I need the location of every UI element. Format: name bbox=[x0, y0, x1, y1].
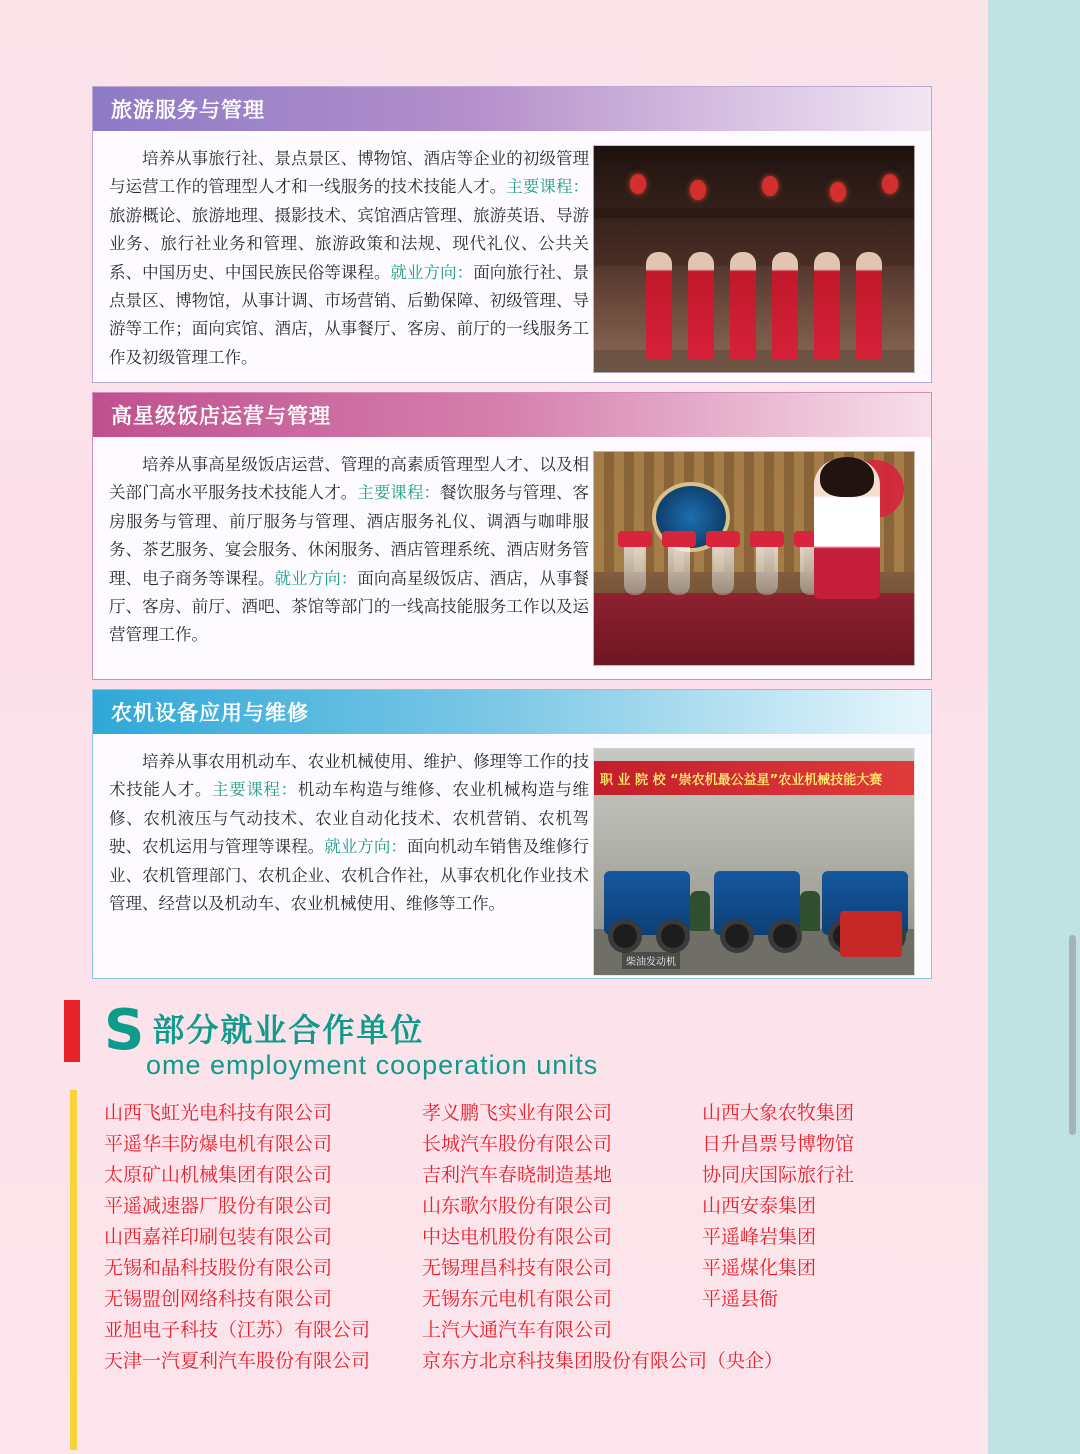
list-item: 吉利汽车春晓制造基地 bbox=[422, 1164, 613, 1186]
program-card-agri-machinery bbox=[92, 689, 932, 979]
ribbon-bow-decor bbox=[750, 531, 784, 547]
lantern-icon bbox=[830, 182, 846, 202]
list-item: 平遥煤化集团 bbox=[702, 1257, 817, 1279]
list-item: 无锡理昌科技有限公司 bbox=[422, 1257, 613, 1279]
list-item: 太原矿山机械集团有限公司 bbox=[104, 1164, 333, 1186]
list-item: 京东方北京科技集团股份有限公司（央企） bbox=[422, 1350, 784, 1372]
list-item: 平遥减速器厂股份有限公司 bbox=[104, 1195, 333, 1217]
list-item: 平遥华丰防爆电机有限公司 bbox=[104, 1133, 333, 1155]
list-item: 平遥峰岩集团 bbox=[702, 1226, 817, 1248]
agricultural-machinery-photo bbox=[593, 748, 915, 976]
list-item: 山西大象农牧集团 bbox=[702, 1102, 855, 1124]
beam-decor bbox=[594, 208, 914, 218]
performer-figure bbox=[646, 252, 672, 360]
performer-figure bbox=[772, 252, 798, 360]
employment-section-title bbox=[104, 998, 864, 1081]
title-initial-letter: S bbox=[104, 998, 147, 1063]
list-item: 天津一汽夏利汽车股份有限公司 bbox=[104, 1350, 371, 1372]
list-item: 协同庆国际旅行社 bbox=[702, 1164, 855, 1186]
tractor-wheel bbox=[608, 919, 642, 953]
tourism-service-photo bbox=[593, 145, 915, 373]
section-accent-bar-red bbox=[64, 1000, 80, 1062]
courtyard-backdrop bbox=[594, 146, 914, 266]
lantern-icon bbox=[690, 180, 706, 200]
partner-column-3 bbox=[702, 1098, 922, 1377]
program-body bbox=[93, 437, 931, 679]
list-item: 亚旭电子科技（江苏）有限公司 bbox=[104, 1319, 371, 1341]
right-side-strip bbox=[988, 0, 1080, 1454]
program-title: 旅游服务与管理 bbox=[93, 87, 931, 131]
performer-figure bbox=[814, 252, 840, 360]
lantern-icon bbox=[630, 174, 646, 194]
program-body bbox=[93, 131, 931, 382]
hotel-operation-photo bbox=[593, 451, 915, 666]
program-description: 培养从事旅行社、景点景区、博物馆、酒店等企业的初级管理与运营工作的管理型人才和一线服务的技术技能人才。主要课程：旅游概论、旅游地理、摄影技术、宾馆酒店管理、旅游英语、导游业务、旅行社业务和管理、旅游政策和法规、现代礼仪、公共关系、中国历史、中国民族民俗等课程。就业方向：面向旅行社、景点景区、博物馆，从事计调、市场营销、后勤保障、初级管理、导游等工作；面向宾馆、酒店，从事餐厅、客房、前厅的一线服务工作及初级管理工作。 bbox=[109, 149, 590, 367]
ribbon-bow-decor bbox=[706, 531, 740, 547]
list-item: 长城汽车股份有限公司 bbox=[422, 1133, 613, 1155]
student-figure bbox=[800, 891, 820, 931]
banquet-table bbox=[594, 593, 914, 665]
program-body bbox=[93, 734, 931, 978]
list-item: 中达电机股份有限公司 bbox=[422, 1226, 613, 1248]
program-description: 培养从事高星级饭店运营、管理的高素质管理型人才、以及相关部门高水平服务技术技能人才。主要课程：餐饮服务与管理、客房服务与管理、前厅服务与管理、酒店服务礼仪、调酒与咖啡服务、茶艺服务、宴会服务、休闲服务、酒店管理系统、酒店财务管理、电子商务等课程。就业方向：面向高星级饭店、酒店，从事餐厅、客房、前厅、酒吧、茶馆等部门的一线高技能服务工作以及运营管理工作。 bbox=[109, 455, 590, 645]
tractor-wheel bbox=[768, 919, 802, 953]
section-title-en: ome employment cooperation units bbox=[146, 1050, 599, 1081]
tractor-wheel bbox=[720, 919, 754, 953]
program-card-tourism bbox=[92, 86, 932, 383]
list-item: 上汽大通汽车有限公司 bbox=[422, 1319, 613, 1341]
partner-column-1 bbox=[104, 1098, 422, 1377]
photo-caption: 柴油发动机 bbox=[622, 952, 680, 969]
list-item: 山西嘉祥印刷包装有限公司 bbox=[104, 1226, 333, 1248]
performer-figure bbox=[688, 252, 714, 360]
program-title: 农机设备应用与维修 bbox=[93, 690, 931, 734]
list-item: 山东歌尔股份有限公司 bbox=[422, 1195, 613, 1217]
ribbon-bow-decor bbox=[662, 531, 696, 547]
list-item: 无锡和晶科技股份有限公司 bbox=[104, 1257, 333, 1279]
tractor-wheel bbox=[656, 919, 690, 953]
list-item: 山西飞虹光电科技有限公司 bbox=[104, 1102, 333, 1124]
employment-partner-columns bbox=[104, 1098, 924, 1377]
list-item: 无锡东元电机有限公司 bbox=[422, 1288, 613, 1310]
list-item: 孝义鹏飞实业有限公司 bbox=[422, 1102, 613, 1124]
list-item: 平遥县衙 bbox=[702, 1288, 779, 1310]
list-item: 山西安泰集团 bbox=[702, 1195, 817, 1217]
student-figure bbox=[690, 891, 710, 931]
tool-cart bbox=[840, 911, 902, 957]
lantern-icon bbox=[882, 174, 898, 194]
lantern-icon bbox=[762, 176, 778, 196]
staff-hair-decor bbox=[820, 457, 874, 497]
list-item: 无锡盟创网络科技有限公司 bbox=[104, 1288, 333, 1310]
program-description: 培养从事农用机动车、农业机械使用、维护、修理等工作的技术技能人才。主要课程：机动车构造与维修、农业机械构造与维修、农机液压与气动技术、农业自动化技术、农机营销、农机驾驶、农机运用与管理等课程。就业方向：面向机动车销售及维修行业、农机管理部门、农机企业、农机合作社，从事农机化作业技术管理、经营以及机动车、农业机械使用、维修等工作。 bbox=[109, 752, 590, 913]
section-accent-bar-yellow bbox=[70, 1090, 77, 1450]
program-title: 高星级饭店运营与管理 bbox=[93, 393, 931, 437]
scrollbar-thumb[interactable] bbox=[1069, 935, 1076, 1135]
list-item: 日升昌票号博物馆 bbox=[702, 1133, 855, 1155]
section-title-cn: 部分就业合作单位 bbox=[152, 1011, 425, 1049]
performer-figure bbox=[730, 252, 756, 360]
program-card-hotel bbox=[92, 392, 932, 680]
ribbon-bow-decor bbox=[618, 531, 652, 547]
competition-banner: 职 业 院 校 “崇农机最公益星”农业机械技能大赛 bbox=[594, 761, 914, 795]
performer-figure bbox=[856, 252, 882, 360]
